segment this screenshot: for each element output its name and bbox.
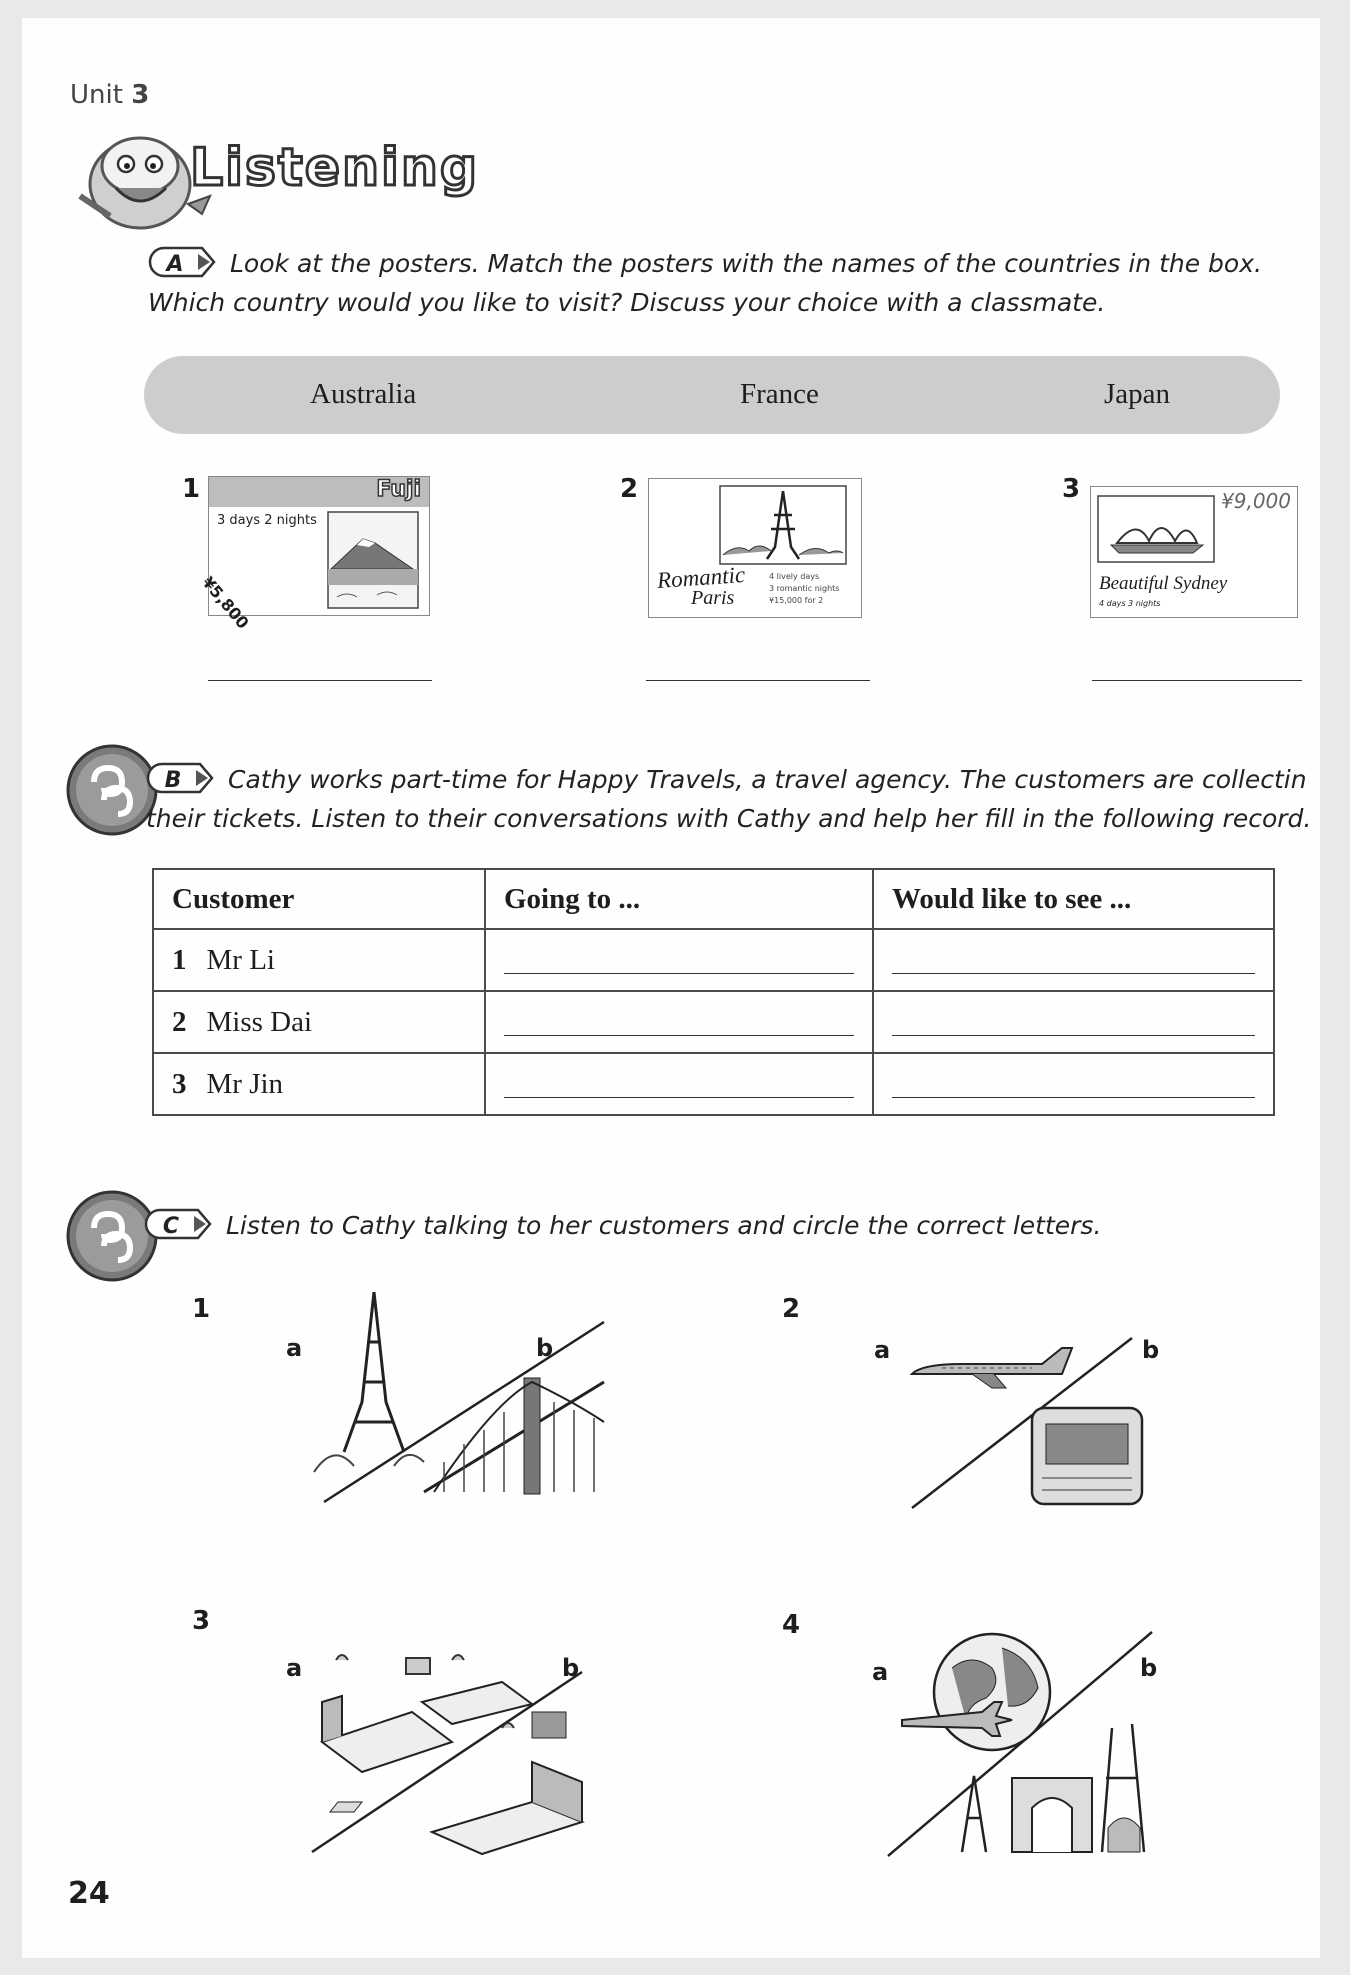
table-row	[153, 1053, 1274, 1115]
airplane-icon	[912, 1348, 1072, 1388]
item-2-option-b[interactable]: b	[1142, 1336, 1160, 1364]
answer-line-2[interactable]	[646, 680, 870, 681]
hotel-room-single-bed-icon	[432, 1712, 582, 1854]
poster-1-number: 1	[182, 474, 201, 504]
mount-fuji-icon	[327, 511, 419, 609]
table-row	[153, 929, 1274, 991]
item-3-picture	[302, 1632, 602, 1856]
section-c-instruction-text: Listen to Cathy talking to her customers and circle the correct letters.	[226, 1211, 1102, 1240]
answer-line-1[interactable]	[208, 680, 432, 681]
item-2-number: 2	[782, 1294, 801, 1324]
customer-cell	[153, 1053, 485, 1115]
workbook-page	[22, 18, 1320, 1958]
sydney-opera-house-icon	[1097, 495, 1215, 563]
item-4-option-b[interactable]: b	[1140, 1654, 1158, 1682]
item-1-picture	[304, 1282, 614, 1504]
section-b-badge-letter: B	[164, 768, 182, 793]
going-to-cell[interactable]	[485, 1053, 873, 1115]
header-customer: Customer	[153, 869, 485, 929]
section-a-badge-letter: A	[166, 252, 184, 277]
eiffel-tower-icon	[719, 485, 847, 565]
train-icon	[1032, 1408, 1142, 1504]
poster-paris-detail-2: 3 romantic nights	[769, 584, 840, 593]
unit-number: 3	[131, 80, 150, 110]
row-number: 2	[172, 1005, 187, 1038]
customer-name: Mr Li	[206, 943, 275, 976]
answer-line-3[interactable]	[1092, 680, 1302, 681]
poster-sydney	[1090, 486, 1298, 618]
poster-fuji-price: ¥5,800	[198, 573, 253, 633]
hotel-room-twin-beds-icon	[322, 1655, 532, 1812]
section-c-instruction	[144, 1206, 1294, 1245]
item-3-option-a[interactable]: a	[286, 1654, 303, 1682]
country-france: France	[740, 378, 819, 410]
would-like-to-see-cell[interactable]	[873, 929, 1274, 991]
would-like-to-see-cell[interactable]	[873, 991, 1274, 1053]
country-australia: Australia	[310, 378, 417, 410]
section-title: Listening	[190, 138, 480, 198]
poster-3-number: 3	[1062, 474, 1081, 504]
poster-paris-title-2: Paris	[691, 587, 735, 609]
item-1-number: 1	[192, 1294, 211, 1324]
customer-cell	[153, 991, 485, 1053]
item-3-option-b[interactable]: b	[562, 1654, 580, 1682]
poster-paris	[648, 478, 862, 618]
item-4-picture	[882, 1628, 1182, 1860]
table-header-row	[153, 869, 1274, 929]
poster-2-number: 2	[620, 474, 639, 504]
poster-fuji	[198, 476, 430, 633]
poster-paris-details	[769, 571, 839, 607]
item-1-option-b[interactable]: b	[536, 1334, 554, 1362]
unit-label	[70, 80, 149, 110]
section-a-badge	[148, 246, 218, 278]
customer-cell	[153, 929, 485, 991]
going-to-cell[interactable]	[485, 929, 873, 991]
poster-paris-detail-1: 4 lively days	[769, 572, 820, 581]
section-a-instruction	[148, 244, 1278, 322]
section-b-instruction	[146, 760, 1326, 838]
bridge-icon	[424, 1378, 604, 1494]
customer-name: Mr Jin	[206, 1067, 284, 1100]
header-going-to: Going to ...	[485, 869, 873, 929]
item-4-number: 4	[782, 1610, 801, 1640]
table-row	[153, 991, 1274, 1053]
section-a-instruction-text: Look at the posters. Match the posters with the names of the countries in the box. Which country would you like to visit? Discuss your choice with a classmate.	[148, 249, 1262, 317]
poster-paris-title-1: Romantic	[656, 561, 746, 594]
item-2-option-a[interactable]: a	[874, 1336, 891, 1364]
going-to-cell[interactable]	[485, 991, 873, 1053]
section-b-instruction-text: Cathy works part-time for Happy Travels, a travel agency. The customers are collectin their tickets. Listen to their conversations with Cathy and help her fill in the following record.	[146, 765, 1312, 833]
section-c-badge-letter: C	[162, 1214, 180, 1239]
poster-sydney-subtitle: 4 days 3 nights	[1099, 599, 1161, 608]
poster-fuji-title: Fuji	[376, 477, 421, 502]
country-japan: Japan	[1104, 378, 1171, 410]
customer-name: Miss Dai	[206, 1005, 313, 1038]
section-c-badge	[144, 1208, 214, 1240]
item-3-number: 3	[192, 1606, 211, 1636]
header-would-like-to-see: Would like to see ...	[873, 869, 1274, 929]
row-number: 1	[172, 943, 187, 976]
section-b-badge	[146, 762, 216, 794]
poster-paris-detail-3: ¥15,000 for 2	[769, 596, 824, 605]
eiffel-tower-icon	[314, 1292, 424, 1472]
poster-fuji-subtitle: 3 days 2 nights	[217, 513, 317, 528]
would-like-to-see-cell[interactable]	[873, 1053, 1274, 1115]
poster-sydney-price: ¥9,000	[1221, 489, 1291, 513]
item-4-option-a[interactable]: a	[872, 1658, 889, 1686]
poster-sydney-title: Beautiful Sydney	[1099, 573, 1228, 594]
travel-record-table	[152, 868, 1275, 1116]
item-1-option-a[interactable]: a	[286, 1334, 303, 1362]
unit-word: Unit	[70, 80, 123, 110]
page-number: 24	[68, 1876, 110, 1911]
item-2-picture	[902, 1318, 1162, 1510]
row-number: 3	[172, 1067, 187, 1100]
